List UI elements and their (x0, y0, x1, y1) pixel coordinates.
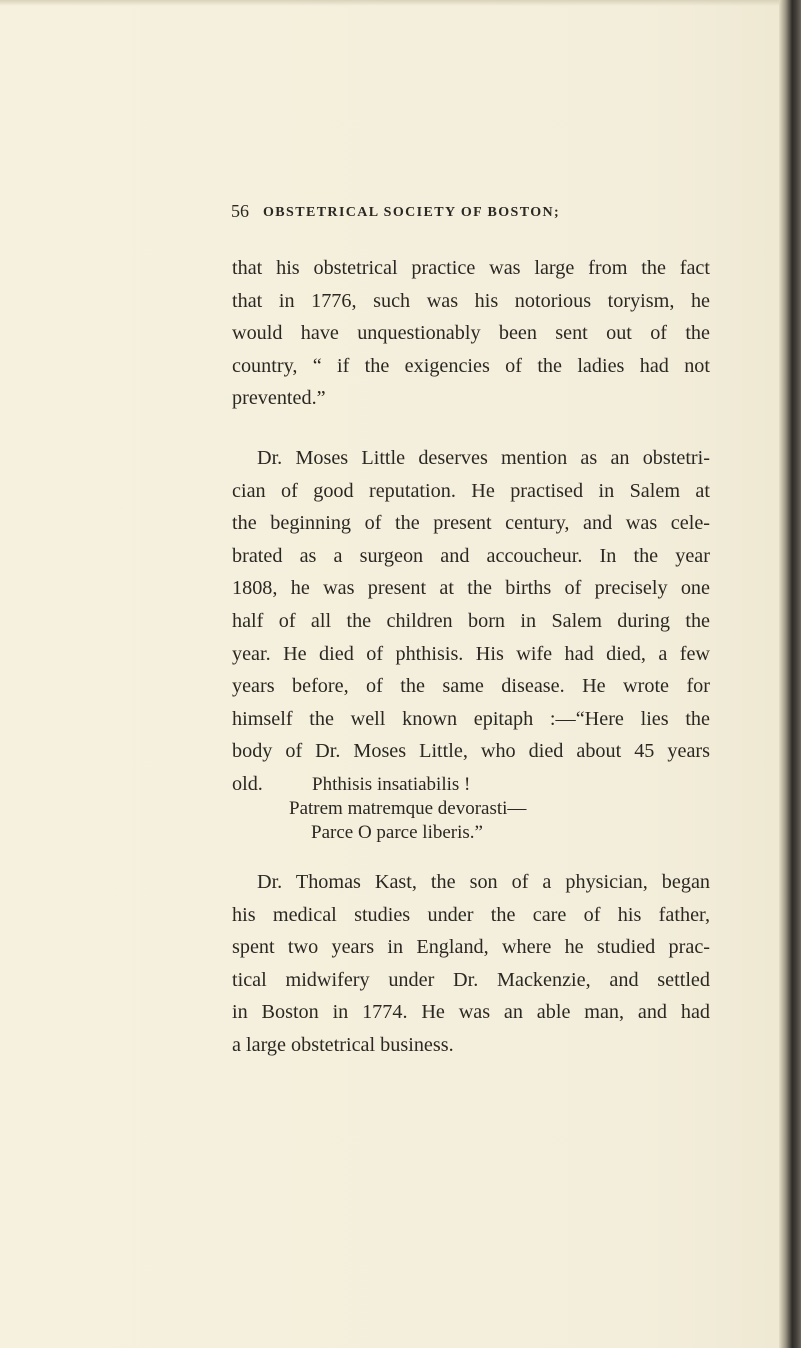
paragraph-line: spent two years in England, where he studied prac- (232, 936, 710, 959)
paragraph-line: in Boston in 1774. He was an able man, and had (232, 1001, 710, 1024)
page-top-shadow (0, 0, 801, 6)
book-spine-edge (779, 0, 801, 1348)
paragraph-line: body of Dr. Moses Little, who died about 45 years (232, 740, 710, 763)
running-head: OBSTETRICAL SOCIETY OF BOSTON; (263, 205, 561, 220)
paragraph-line: year. He died of phthisis. His wife had died, a few (232, 642, 710, 665)
paragraph-line: Dr. Thomas Kast, the son of a physician, began (257, 871, 710, 893)
paragraph-line: Dr. Moses Little deserves mention as an obstetri- (257, 447, 710, 469)
paragraph-line: cian of good reputation. He practised in Salem at (232, 479, 710, 502)
verse-line: Phthisis insatiabilis ! (312, 774, 471, 795)
paragraph-2 (232, 442, 710, 801)
paragraph-line: would have unquestionably been sent out of the (232, 322, 710, 345)
paragraph-line: half of all the children born in Salem during the (232, 609, 710, 632)
paragraph-line: 1808, he was present at the births of precisely one (232, 577, 710, 600)
paragraph-line: his medical studies under the care of his father, (232, 903, 710, 926)
paragraph-3 (232, 866, 710, 1062)
paragraph-line: old. (232, 772, 263, 795)
paragraph-line: the beginning of the present century, and was cele- (232, 512, 710, 535)
paragraph-line: years before, of the same disease. He wrote for (232, 675, 710, 698)
paragraph-line: country, “ if the exigencies of the ladies had not (232, 354, 710, 377)
paragraph-line: that his obstetrical practice was large from the fact (232, 257, 710, 279)
paragraph-line: that in 1776, such was his notorious toryism, he (232, 289, 710, 312)
verse-line: Parce O parce liberis.” (311, 822, 483, 843)
paragraph-line: a large obstetrical business. (232, 1033, 454, 1056)
verse-line: Patrem matremque devorasti— (289, 798, 527, 819)
paragraph-line: tical midwifery under Dr. Mackenzie, and settled (232, 968, 710, 991)
paragraph-1 (232, 252, 710, 415)
epitaph-verse (232, 773, 710, 845)
paragraph-line: brated as a surgeon and accoucheur. In the year (232, 544, 710, 567)
page-number: 56 (231, 201, 249, 221)
paragraph-line: himself the well known epitaph :—“Here lies the (232, 707, 710, 730)
paragraph-line: prevented.” (232, 387, 326, 410)
